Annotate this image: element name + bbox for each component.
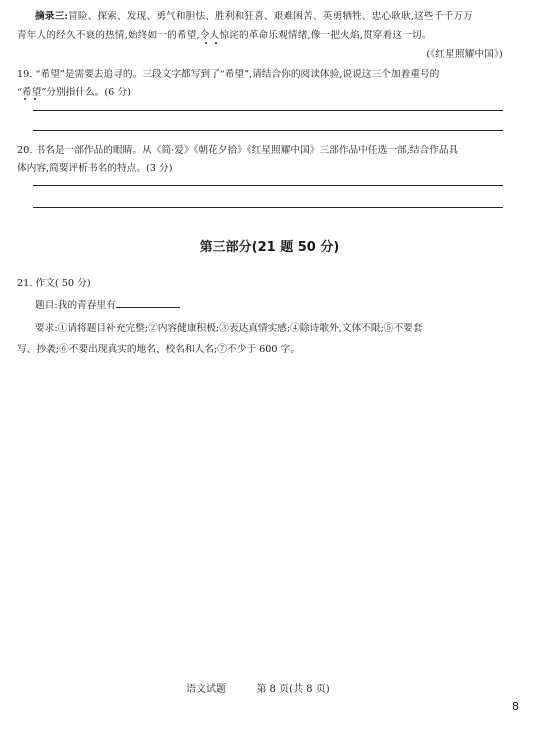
- footer-page-info: 第 8 页(共 8 页): [256, 684, 330, 695]
- answer-line[interactable]: [33, 130, 503, 131]
- excerpt-text-1: 冒险、探索、发现、勇气和胆怯、胜利和狂喜、艰难困苦、英勇牺牲、忠心耿耿,这些千千万万: [68, 11, 473, 22]
- essay-topic-text: 题目:我的青春里有: [35, 300, 116, 311]
- question-19-line-1: 19. “希望”是需要去追寻的。三段文字都写到了“希望”,请结合你的阅读体验,说说这三个加着重号的: [17, 69, 440, 80]
- essay-requirements-line-1: 要求:①请将题目补充完整;②内容健康积极;③表达真情实感;④除诗歌外,文体不限;⑤不要套: [35, 323, 423, 334]
- question-19-line-2: “希望”分别指什么。(6 分): [17, 87, 131, 98]
- emphasis-dot: [205, 42, 207, 44]
- answer-line[interactable]: [33, 207, 503, 208]
- excerpt-label: 摘录三:: [35, 11, 69, 22]
- excerpt-line-1: [35, 8, 473, 22]
- footer: [186, 680, 330, 695]
- answer-line[interactable]: [33, 185, 503, 186]
- question-21-heading: 21. 作文( 50 分): [17, 278, 91, 289]
- question-20-line-2: 体内容,简要评析书名的特点。(3 分): [17, 163, 173, 174]
- essay-requirements-line-2: 写、抄袭;⑥不要出现真实的地名、校名和人名;⑦不少于 600 字。: [17, 344, 301, 355]
- emphasis-dot: [215, 42, 217, 44]
- section-3-title: 第三部分(21 题 50 分): [199, 240, 340, 255]
- emphasis-dot: [24, 98, 26, 100]
- question-20-line-1: 20. 书名是一部作品的眼睛。从《简·爱》《朝花夕拾》《红星照耀中国》三部作品中任选一部,结合作品具: [17, 145, 459, 156]
- essay-topic: [35, 297, 180, 311]
- corner-page-number: 8: [512, 700, 519, 713]
- excerpt-source: (《红星照耀中国》): [426, 49, 503, 60]
- excerpt-line-2: 青年人的经久不衰的热情,始终如一的希望,令人惊诧的革命乐观情绪,像一把火焰,贯穿着这一切。: [17, 30, 432, 41]
- footer-subject: 语文试题: [186, 684, 226, 695]
- topic-blank[interactable]: [116, 298, 180, 308]
- emphasis-dot: [34, 98, 36, 100]
- answer-line[interactable]: [33, 110, 503, 111]
